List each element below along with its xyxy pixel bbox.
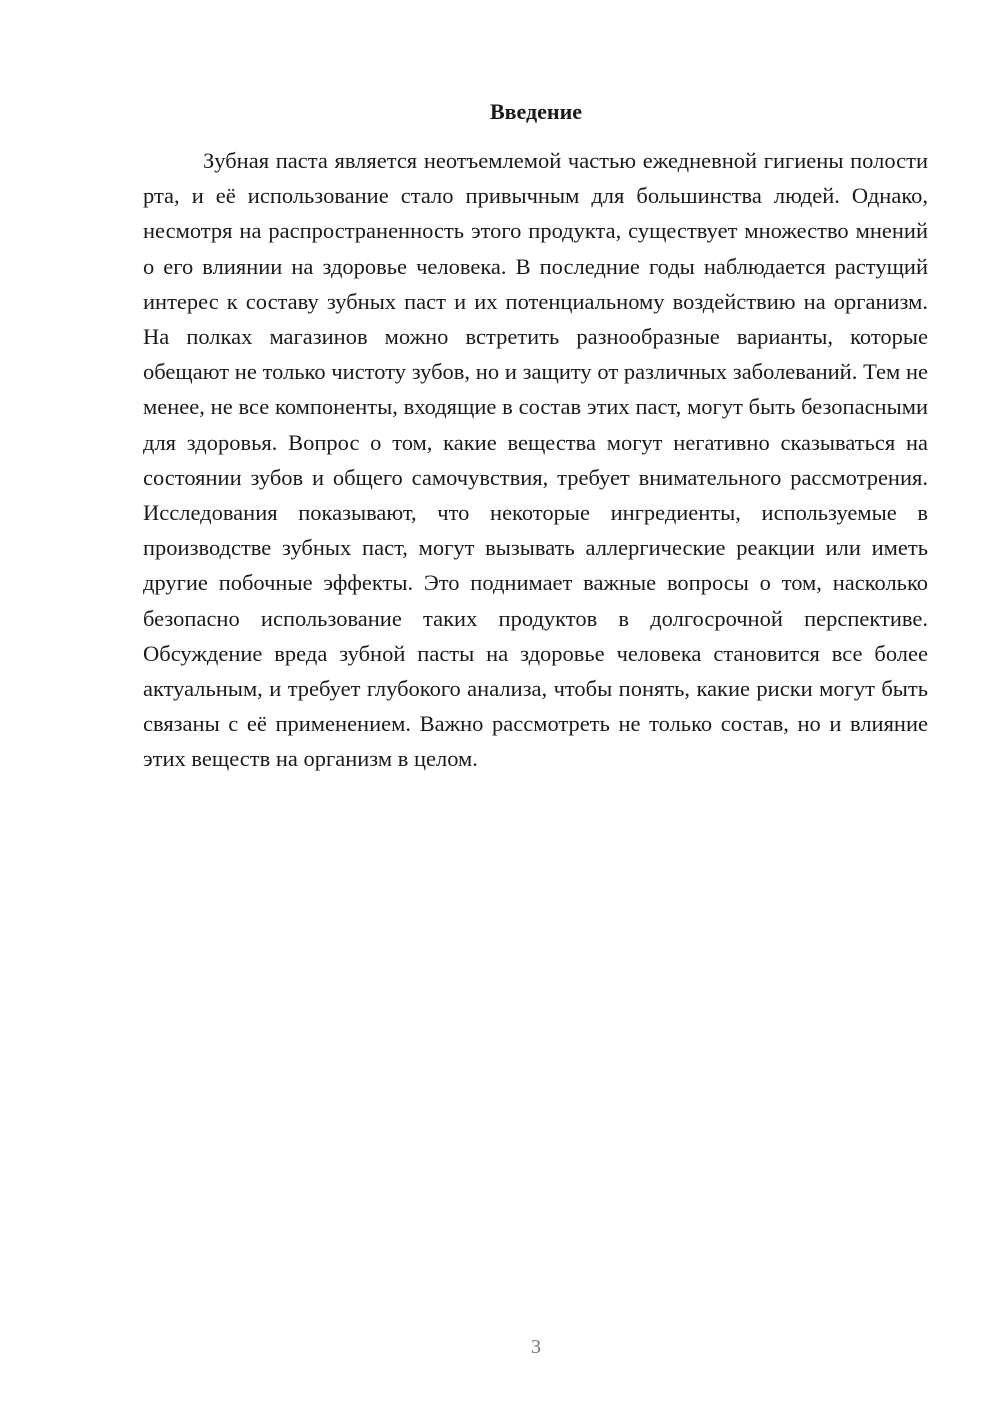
body-paragraph: Зубная паста является неотъемлемой частью ежедневной гигиены полости рта, и её использование стало привычным для большинства людей. Однако, несмотря на распространенность этого продукта, существует множество мнений о его влиянии на здоровье человека. В последние годы наблюдается растущий интерес к составу зубных паст и их потенциальному воздействию на организм. На полках магазинов можно встретить разнообразные варианты, которые обещают не только чистоту зубов, но и защиту от различных заболеваний. Тем не менее, не все компоненты, входящие в состав этих паст, могут быть безопасными для здоровья. Вопрос о том, какие вещества могут негативно сказываться на состоянии зубов и общего самочувствия, требует внимательного рассмотрения. Исследования показывают, что некоторые ингредиенты, используемые в производстве зубных паст, могут вызывать аллергические реакции или иметь другие побочные эффекты. Это поднимает важные вопросы о том, насколько безопасно использование таких продуктов в долгосрочной перспективе. Обсуждение вреда зубной пасты на здоровье человека становится все более актуальным, и требует глубокого анализа, чтобы понять, какие риски могут быть связаны с её применением. Важно рассмотреть не только состав, но и влияние этих веществ на организм в целом. [143,148,928,772]
page-number: 3 [531,1336,541,1358]
section-heading: Введение [489,99,583,124]
